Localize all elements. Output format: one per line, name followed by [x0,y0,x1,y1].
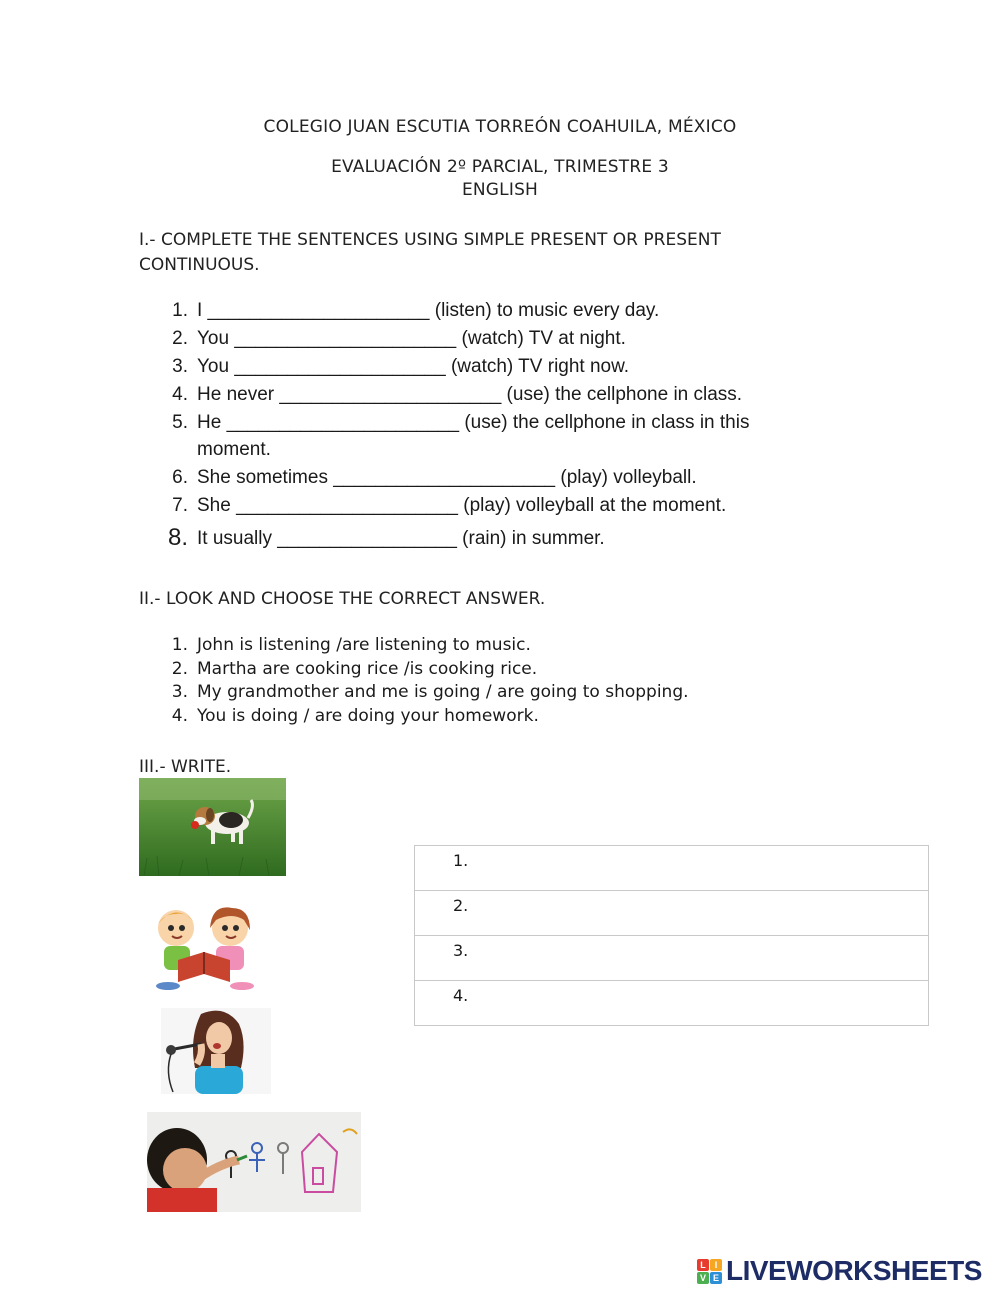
answer-cell[interactable] [415,936,929,981]
dog-icon [139,778,286,876]
answer-cell[interactable] [415,981,929,1026]
logo-text: LIVEWORKSHEETS [726,1255,982,1286]
item-number: 5. [172,412,188,433]
item-text[interactable]: She sometimes _____________________ (play) volleyball. [197,467,697,488]
list-item [0,412,1000,438]
section1-title [139,228,721,278]
item-number: 1. [172,300,188,321]
item-text[interactable]: You _____________________ (watch) TV at night. [197,328,626,349]
list-item [0,467,1000,493]
list-item [0,706,1000,730]
table-row [415,981,929,1026]
logo-blocks-icon [697,1259,722,1284]
boy-drawing-icon [147,1112,361,1212]
answer-number: 2. [453,896,469,915]
kids-reading-icon [146,900,261,994]
item-text[interactable]: Martha are cooking rice /is cooking rice. [197,659,538,679]
list-item [0,300,1000,326]
list-item [0,659,1000,683]
item-text[interactable]: She _____________________ (play) volleyball at the moment. [197,495,727,516]
logo-letter: E [710,1272,722,1284]
logo-letter: I [710,1259,722,1271]
item-text[interactable]: You ____________________ (watch) TV right now. [197,356,630,377]
table-row [415,846,929,891]
item-number: 3. [172,356,188,377]
item-number: 8. [167,524,188,551]
dog-picture [139,778,286,876]
evaluation-title: EVALUACIÓN 2º PARCIAL, TRIMESTRE 3 [331,157,669,177]
list-item [0,495,1000,521]
item-number: 2. [171,659,188,679]
school-name: COLEGIO JUAN ESCUTIA TORREÓN COAHUILA, MÉXICO [263,117,737,137]
list-item [0,682,1000,706]
answer-cell[interactable] [415,891,929,936]
item-number: 2. [172,328,188,349]
list-item [0,635,1000,659]
item-number: 4. [171,706,188,726]
list-item [0,356,1000,382]
list-item-continuation [0,439,1000,465]
item-text[interactable]: It usually _________________ (rain) in summer. [197,528,605,549]
logo-letter: L [697,1259,709,1271]
item-text[interactable]: He never _____________________ (use) the cellphone in class. [197,384,743,405]
item-text[interactable]: He ______________________ (use) the cellphone in class in this [197,412,750,433]
answer-number: 4. [453,986,469,1005]
section2-title: II.- LOOK AND CHOOSE THE CORRECT ANSWER. [139,589,546,609]
item-text[interactable]: I _____________________ (listen) to music every day. [197,300,660,321]
item-text: moment. [197,439,271,460]
list-item [0,526,1000,556]
list-item [0,384,1000,410]
boy-drawing-picture [147,1112,361,1212]
item-number: 6. [172,467,188,488]
item-text[interactable]: You is doing / are doing your homework. [197,706,539,726]
item-text[interactable]: My grandmother and me is going / are going to shopping. [197,682,689,702]
answer-number: 1. [453,851,469,870]
section3-title: III.- WRITE. [139,757,232,777]
item-number: 7. [172,495,188,516]
kids-reading-picture [146,900,261,994]
girl-singing-picture [161,1008,271,1094]
item-text[interactable]: John is listening /are listening to music. [197,635,531,655]
logo-letter: V [697,1272,709,1284]
subject-title: ENGLISH [461,180,539,200]
item-number: 3. [171,682,188,702]
section1-title-line1: I.- COMPLETE THE SENTENCES USING SIMPLE PRESENT OR PRESENT [139,230,721,250]
table-row [415,936,929,981]
liveworksheets-logo[interactable] [697,1253,982,1289]
table-row [415,891,929,936]
answer-cell[interactable] [415,846,929,891]
answer-number: 3. [453,941,469,960]
item-number: 4. [172,384,188,405]
list-item [0,328,1000,354]
singer-icon [161,1008,271,1094]
section1-title-line2: CONTINUOUS. [139,255,260,275]
answer-table [414,845,929,1026]
item-number: 1. [171,635,188,655]
